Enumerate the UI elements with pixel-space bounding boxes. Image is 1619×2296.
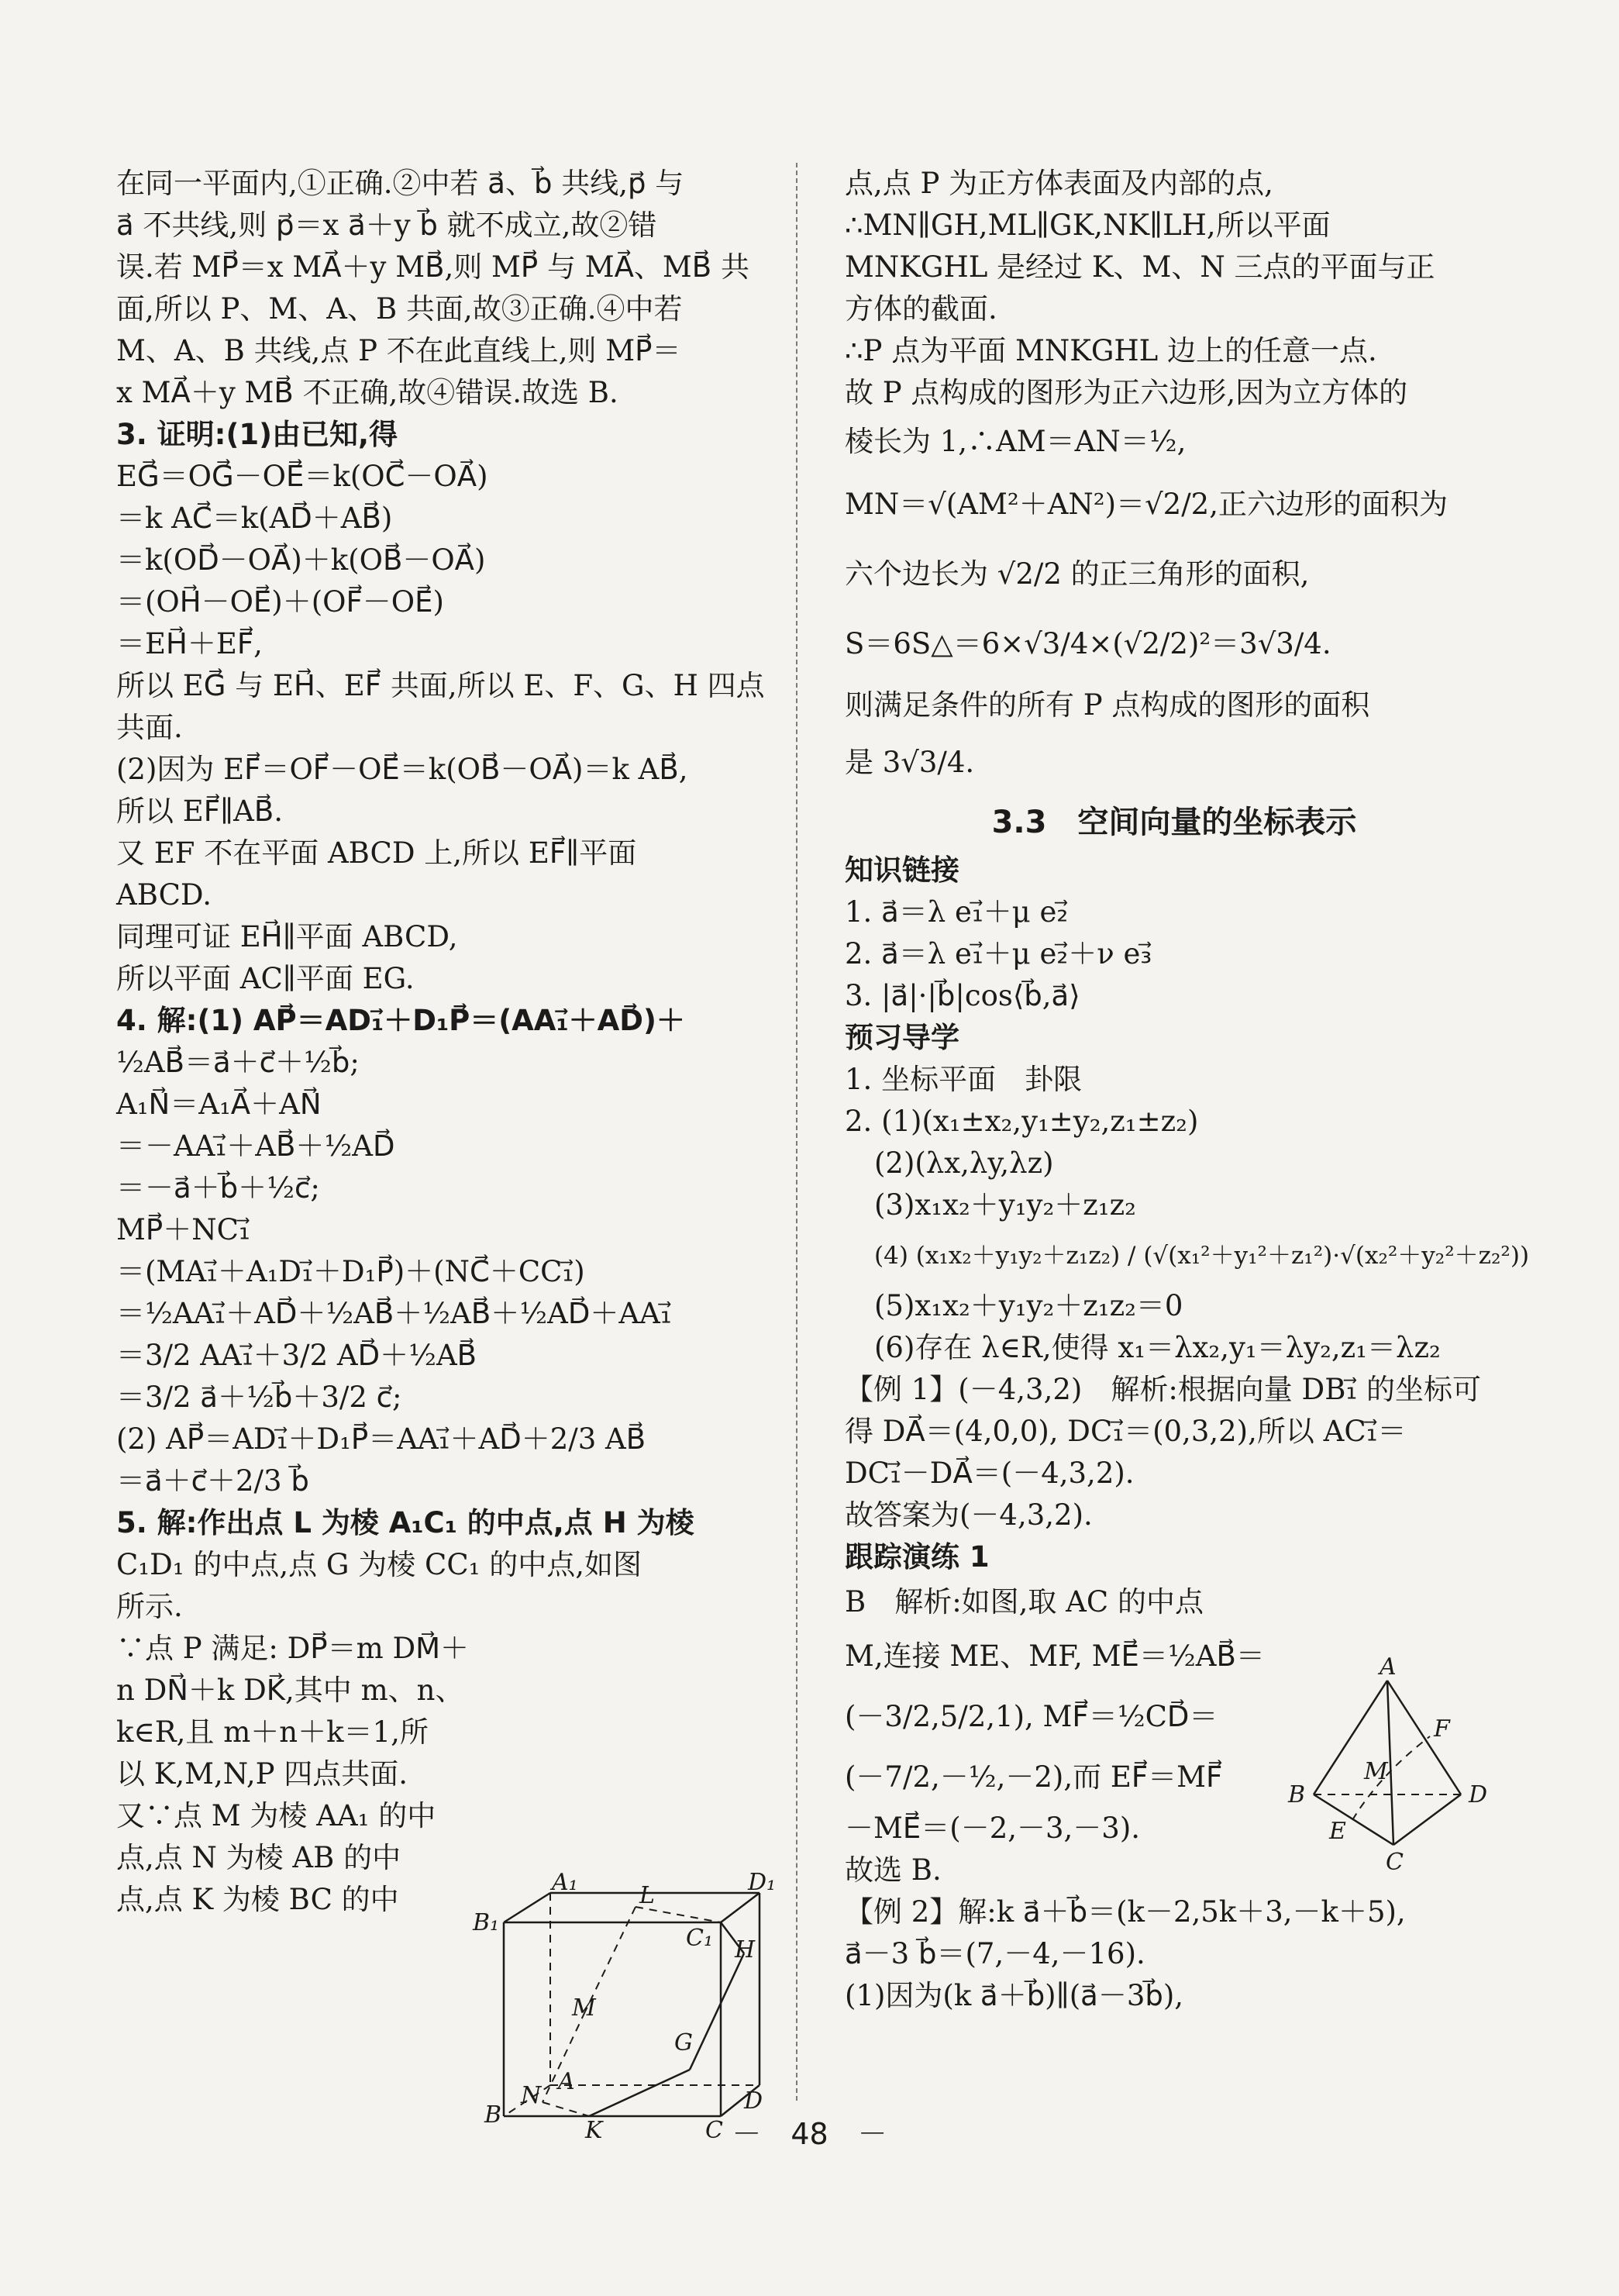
text-line: 六个边长为 √2/2 的正三角形的面积, xyxy=(845,557,1310,591)
preview-item: 2. (1)(x₁±x₂,y₁±y₂,z₁±z₂) xyxy=(845,1105,1199,1138)
heading-preview: 预习导学 xyxy=(845,1021,959,1054)
problem-5-heading: 5. 解:作出点 L 为棱 A₁C₁ 的中点,点 H 为棱 xyxy=(116,1506,694,1539)
label-A1: A₁ xyxy=(552,1869,578,1896)
text-line: 在同一平面内,①正确.②中若 a⃗、b⃗ 共线,p⃗ 与 xyxy=(116,167,684,200)
label-B: B xyxy=(1288,1781,1306,1808)
text-line: ∵点 P 满足: DP⃗＝m DM⃗＋ xyxy=(116,1632,470,1665)
preview-item: 1. 坐标平面 卦限 xyxy=(845,1063,1083,1096)
text-line: 误.若 MP⃗＝x MA⃗＋y MB⃗,则 MP⃗ 与 MA⃗、MB⃗ 共 xyxy=(116,250,749,284)
text-line: n DN⃗＋k DK⃗,其中 m、n、 xyxy=(116,1674,464,1707)
example-1-line: 得 DA⃗＝(4,0,0), DC₁⃗＝(0,3,2),所以 AC₁⃗＝ xyxy=(845,1415,1407,1448)
text-line: ＝½AA₁⃗＋AD⃗＋½AB⃗＋½AB⃗＋½AD⃗＋AA₁⃗ xyxy=(116,1297,672,1330)
text-line: ＝－AA₁⃗＋AB⃗＋½AD⃗ xyxy=(116,1129,395,1163)
example-1-line: 故答案为(－4,3,2). xyxy=(845,1498,1093,1532)
preview-item: (3)x₁x₂＋y₁y₂＋z₁z₂ xyxy=(874,1188,1136,1222)
text-line: S＝6S△＝6×√3/4×(√2/2)²＝3√3/4. xyxy=(845,627,1331,660)
text-line: 面,所以 P、M、A、B 共面,故③正确.④中若 xyxy=(116,292,683,326)
heading-knowledge: 知识链接 xyxy=(845,853,959,887)
label-B: B xyxy=(484,2101,502,2129)
label-N: N xyxy=(521,2082,542,2109)
label-D: D xyxy=(1469,1781,1488,1808)
preview-item: (2)(λx,λy,λz) xyxy=(874,1146,1054,1180)
example-2-line: (1)因为(k a⃗＋b⃗)∥(a⃗－3b⃗), xyxy=(845,1979,1184,2012)
practice-line: 故选 B. xyxy=(845,1853,942,1887)
text-line: ＝k(OD⃗－OA⃗)＋k(OB⃗－OA⃗) xyxy=(116,543,486,577)
text-line: ∴MN∥GH,ML∥GK,NK∥LH,所以平面 xyxy=(845,209,1331,242)
text-line: 点,点 P 为正方体表面及内部的点, xyxy=(845,167,1273,200)
text-line: (2) AP⃗＝AD₁⃗＋D₁P⃗＝AA₁⃗＋AD⃗＋2/3 AB⃗ xyxy=(116,1422,646,1456)
text-line: A₁N⃗＝A₁A⃗＋AN⃗ xyxy=(116,1088,322,1121)
text-line: C₁D₁ 的中点,点 G 为棱 CC₁ 的中点,如图 xyxy=(116,1548,642,1581)
label-B1: B₁ xyxy=(473,1909,500,1936)
text-line: MN＝√(AM²＋AN²)＝√2/2,正六边形的面积为 xyxy=(845,488,1448,521)
practice-line: M,连接 ME、MF, ME⃗＝½AB⃗＝ xyxy=(845,1639,1265,1673)
text-line: 又∵点 M 为棱 AA₁ 的中 xyxy=(116,1799,436,1832)
practice-line: (－3/2,5/2,1), MF⃗＝½CD⃗＝ xyxy=(845,1700,1218,1733)
text-line: (2)因为 EF⃗＝OF⃗－OE⃗＝k(OB⃗－OA⃗)＝k AB⃗, xyxy=(116,753,688,786)
practice-line: B 解析:如图,取 AC 的中点 xyxy=(845,1585,1204,1619)
text-line: ∴P 点为平面 MNKGHL 边上的任意一点. xyxy=(845,334,1377,367)
text-line: 所以 EF⃗∥AB⃗. xyxy=(116,795,284,828)
label-D: D xyxy=(744,2087,763,2115)
text-line: 又 EF 不在平面 ABCD 上,所以 EF⃗∥平面 xyxy=(116,836,637,870)
text-line: a⃗ 不共线,则 p⃗＝x a⃗＋y b⃗ 就不成立,故②错 xyxy=(116,209,657,242)
text-line: ＝(OH⃗－OE⃗)＋(OF⃗－OE⃗) xyxy=(116,585,444,619)
label-C: C xyxy=(1386,1849,1404,1876)
label-M: M xyxy=(1364,1758,1388,1785)
label-L: L xyxy=(639,1882,655,1909)
text-line: ＝3/2 a⃗＋½b⃗＋3/2 c⃗; xyxy=(116,1381,402,1414)
label-A: A xyxy=(558,2068,575,2095)
text-line: ＝3/2 AA₁⃗＋3/2 AD⃗＋½AB⃗ xyxy=(116,1339,477,1372)
page-number: － 48 － xyxy=(732,2117,887,2151)
example-1-line: DC₁⃗－DA⃗＝(－4,3,2). xyxy=(845,1457,1135,1490)
text-line: 共面. xyxy=(116,711,183,744)
text-line: 棱长为 1,∴AM＝AN＝½, xyxy=(845,425,1187,458)
text-line: 以 K,M,N,P 四点共面. xyxy=(116,1757,408,1791)
text-line: 所示. xyxy=(116,1590,183,1623)
left-column xyxy=(116,163,765,1921)
problem-4-heading: 4. 解:(1) AP⃗＝AD₁⃗＋D₁P⃗＝(AA₁⃗＋AD⃗)＋ xyxy=(116,1004,685,1037)
example-2-line: 【例 2】解:k a⃗＋b⃗＝(k－2,5k＋3,－k＋5), xyxy=(845,1895,1406,1929)
text-line: M、A、B 共线,点 P 不在此直线上,则 MP⃗＝ xyxy=(116,334,681,367)
practice-line: －ME⃗＝(－2,－3,－3). xyxy=(845,1812,1141,1845)
text-line: MP⃗＋NC₁⃗ xyxy=(116,1213,250,1246)
practice-line: (－7/2,－½,－2),而 EF⃗＝MF⃗ xyxy=(845,1760,1223,1794)
problem-3-heading: 3. 证明:(1)由已知,得 xyxy=(116,418,398,451)
label-D1: D₁ xyxy=(748,1869,777,1896)
label-F: F xyxy=(1434,1715,1450,1743)
text-line: 则满足条件的所有 P 点构成的图形的面积 xyxy=(845,688,1370,722)
knowledge-item: 1. a⃗＝λ e₁⃗＋μ e₂⃗ xyxy=(845,895,1069,929)
text-line: ＝(MA₁⃗＋A₁D₁⃗＋D₁P⃗)＋(NC⃗＋CC₁⃗) xyxy=(116,1255,585,1288)
label-A: A xyxy=(1380,1653,1397,1681)
column-divider xyxy=(796,163,797,2101)
label-E: E xyxy=(1329,1818,1346,1845)
tetrahedron-diagram xyxy=(1279,1653,1504,1876)
preview-item: (4) (x₁x₂＋y₁y₂＋z₁z₂) / (√(x₁²＋y₁²＋z₁²)·√(x₂²＋y₂²＋z₂²)) xyxy=(874,1242,1530,1270)
text-line: 同理可证 EH⃗∥平面 ABCD, xyxy=(116,920,458,953)
preview-item: (5)x₁x₂＋y₁y₂＋z₁z₂＝0 xyxy=(874,1289,1183,1322)
text-line: ＝a⃗＋c⃗＋2/3 b⃗ xyxy=(116,1464,309,1498)
knowledge-item: 3. |a⃗|·|b⃗|cos⟨b⃗,a⃗⟩ xyxy=(845,979,1080,1012)
label-H: H xyxy=(735,1936,756,1963)
text-line: 方体的截面. xyxy=(845,292,997,326)
text-line: ½AB⃗＝a⃗＋c⃗＋½b⃗; xyxy=(116,1046,360,1079)
text-line: 所以 EG⃗ 与 EH⃗、EF⃗ 共面,所以 E、F、G、H 四点 xyxy=(116,669,765,702)
text-line: x MA⃗＋y MB⃗ 不正确,故④错误.故选 B. xyxy=(116,376,618,409)
text-line: 故 P 点构成的图形为正六边形,因为立方体的 xyxy=(845,376,1408,409)
text-line: EG⃗＝OG⃗－OE⃗＝k(OC⃗－OA⃗) xyxy=(116,460,488,493)
text-line: k∈R,且 m＋n＋k＝1,所 xyxy=(116,1715,429,1749)
text-line: 是 3√3/4. xyxy=(845,746,975,779)
label-M: M xyxy=(572,1994,596,2022)
text-line: ＝k AC⃗＝k(AD⃗＋AB⃗) xyxy=(116,502,393,535)
text-line: 点,点 N 为棱 AB 的中 xyxy=(116,1841,401,1874)
text-line: 所以平面 AC∥平面 EG. xyxy=(116,962,415,995)
cube-figure xyxy=(473,1869,777,2144)
label-K: K xyxy=(585,2117,603,2144)
example-1-line: 【例 1】(－4,3,2) 解析:根据向量 DB₁⃗ 的坐标可 xyxy=(845,1373,1481,1406)
label-C: C xyxy=(705,2117,723,2144)
knowledge-item: 2. a⃗＝λ e₁⃗＋μ e₂⃗＋ν e₃⃗ xyxy=(845,937,1152,970)
tetrahedron-figure xyxy=(1279,1653,1504,1876)
label-G: G xyxy=(674,2029,693,2056)
section-title: 3.3 空间向量的坐标表示 xyxy=(991,805,1357,840)
example-2-line: a⃗－3 b⃗＝(7,－4,－16). xyxy=(845,1937,1145,1970)
heading-practice: 跟踪演练 1 xyxy=(845,1540,990,1574)
label-C1: C₁ xyxy=(686,1925,713,1952)
text-line: ＝EH⃗＋EF⃗, xyxy=(116,627,263,660)
preview-item: (6)存在 λ∈R,使得 x₁＝λx₂,y₁＝λy₂,z₁＝λz₂ xyxy=(874,1331,1441,1364)
text-line: ＝－a⃗＋b⃗＋½c⃗; xyxy=(116,1171,320,1205)
text-line: MNKGHL 是经过 K、M、N 三点的平面与正 xyxy=(845,250,1435,284)
cube-diagram xyxy=(473,1869,777,2144)
text-line: ABCD. xyxy=(116,878,212,912)
text-line: 点,点 K 为棱 BC 的中 xyxy=(116,1883,399,1916)
